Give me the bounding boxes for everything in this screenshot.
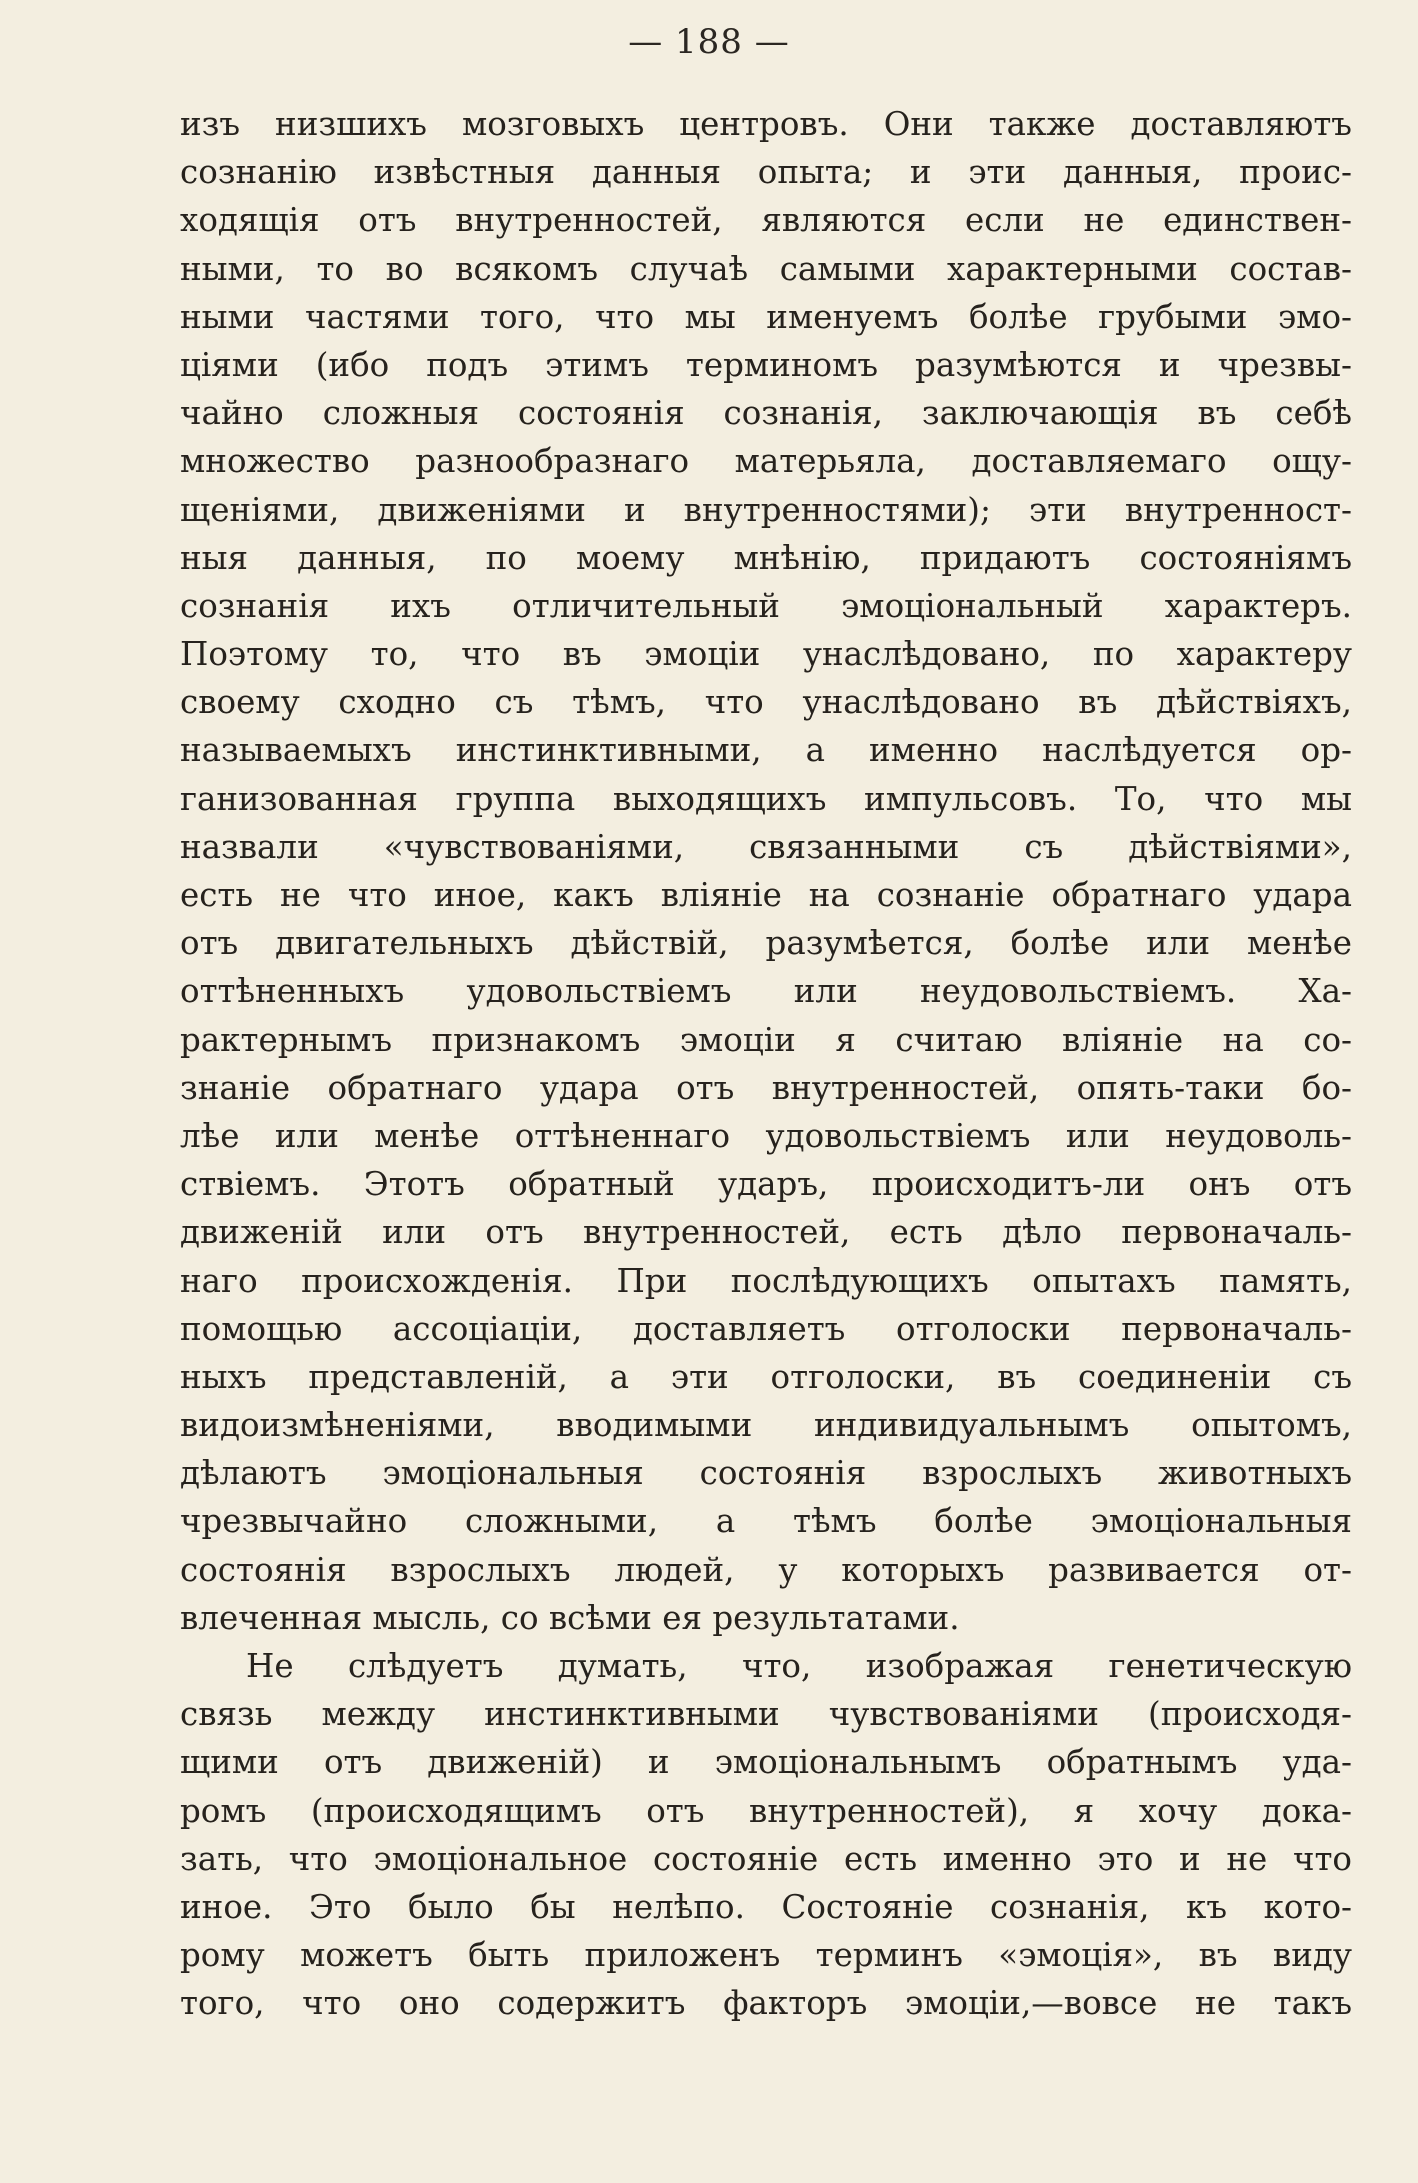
body-text bbox=[180, 100, 1352, 2028]
text-line: сознанію извѣстныя данныя опыта; и эти данныя, проис- bbox=[180, 153, 1352, 192]
text-line: Поэтому то, что въ эмоціи унаслѣдовано, по характеру bbox=[180, 635, 1352, 674]
text-line: лѣе или менѣе оттѣненнаго удовольствіемъ или неудоволь- bbox=[180, 1116, 1352, 1155]
text-line: ціями (ибо подъ этимъ терминомъ разумѣются и чрезвы- bbox=[180, 345, 1352, 384]
text-line: множество разнообразнаго матерьяла, доставляемаго ощу- bbox=[180, 442, 1352, 481]
text-line: чайно сложныя состоянія сознанія, заключающія въ себѣ bbox=[180, 394, 1352, 433]
text-line: называемыхъ инстинктивными, а именно наслѣдуется ор- bbox=[180, 731, 1352, 770]
text-line: щими отъ движеній) и эмоціональнымъ обратнымъ уда- bbox=[180, 1743, 1352, 1782]
text-line: движеній или отъ внутренностей, есть дѣло первоначаль- bbox=[180, 1213, 1352, 1252]
text-line: ными частями того, что мы именуемъ болѣе грубыми эмо- bbox=[180, 297, 1352, 336]
text-line: влеченная мысль, со всѣми ея результатами. bbox=[180, 1598, 960, 1637]
text-line: помощью ассоціаціи, доставляетъ отголоски первоначаль- bbox=[180, 1309, 1352, 1348]
paragraph-start-line: Не слѣдуетъ думать, что, изображая генетическую bbox=[246, 1647, 1352, 1685]
text-line: рактернымъ признакомъ эмоціи я считаю вліяніе на со- bbox=[180, 1020, 1352, 1059]
text-line: того, что оно содержитъ факторъ эмоціи,—вовсе не такъ bbox=[180, 1984, 1352, 2023]
text-line: ганизованная группа выходящихъ импульсовъ. То, что мы bbox=[180, 779, 1352, 818]
text-line: ствіемъ. Этотъ обратный ударъ, происходитъ-ли онъ отъ bbox=[180, 1165, 1352, 1204]
text-line: ными, то во всякомъ случаѣ самыми характерными состав- bbox=[180, 249, 1352, 288]
text-line: своему сходно съ тѣмъ, что унаслѣдовано въ дѣйствіяхъ, bbox=[180, 683, 1352, 722]
text-line: ныя данныя, по моему мнѣнію, придаютъ состояніямъ bbox=[180, 538, 1352, 577]
text-line: ходящія отъ внутренностей, являются если не единствен- bbox=[180, 201, 1352, 240]
text-line: состоянія взрослыхъ людей, у которыхъ развивается от- bbox=[180, 1550, 1352, 1589]
text-line: ныхъ представленій, а эти отголоски, въ соединеніи съ bbox=[180, 1357, 1352, 1396]
text-line: щеніями, движеніями и внутренностями); эти внутренност- bbox=[180, 490, 1352, 529]
text-line: ромъ (происходящимъ отъ внутренностей), я хочу дока- bbox=[180, 1791, 1352, 1830]
text-line: отъ двигательныхъ дѣйствій, разумѣется, болѣе или менѣе bbox=[180, 924, 1352, 963]
text-line: знаніе обратнаго удара отъ внутренностей, опять-таки бо- bbox=[180, 1068, 1352, 1107]
page-number: — 188 — bbox=[628, 22, 790, 62]
text-line: иное. Это было бы нелѣпо. Состояніе сознанія, къ кото- bbox=[180, 1887, 1352, 1926]
text-line: сознанія ихъ отличительный эмоціональный характеръ. bbox=[180, 586, 1352, 625]
text-line: чрезвычайно сложными, а тѣмъ болѣе эмоціональныя bbox=[180, 1502, 1352, 1541]
text-line: связь между инстинктивными чувствованіями (происходя- bbox=[180, 1695, 1352, 1734]
text-line: видоизмѣненіями, вводимыми индивидуальнымъ опытомъ, bbox=[180, 1406, 1352, 1445]
text-line: наго происхожденія. При послѣдующихъ опытахъ память, bbox=[180, 1261, 1352, 1300]
text-line: оттѣненныхъ удовольствіемъ или неудовольствіемъ. Ха- bbox=[180, 972, 1352, 1011]
text-line: есть не что иное, какъ вліяніе на сознаніе обратнаго удара bbox=[180, 876, 1352, 914]
text-line: назвали «чувствованіями, связанными съ дѣйствіями», bbox=[180, 827, 1352, 866]
text-line: дѣлаютъ эмоціональныя состоянія взрослыхъ животныхъ bbox=[180, 1454, 1352, 1493]
text-line: изъ низшихъ мозговыхъ центровъ. Они также доставляютъ bbox=[180, 105, 1352, 143]
text-line: рому можетъ быть приложенъ терминъ «эмоція», въ виду bbox=[180, 1936, 1352, 1975]
text-line: зать, что эмоціональное состояніе есть именно это и не что bbox=[180, 1839, 1352, 1878]
